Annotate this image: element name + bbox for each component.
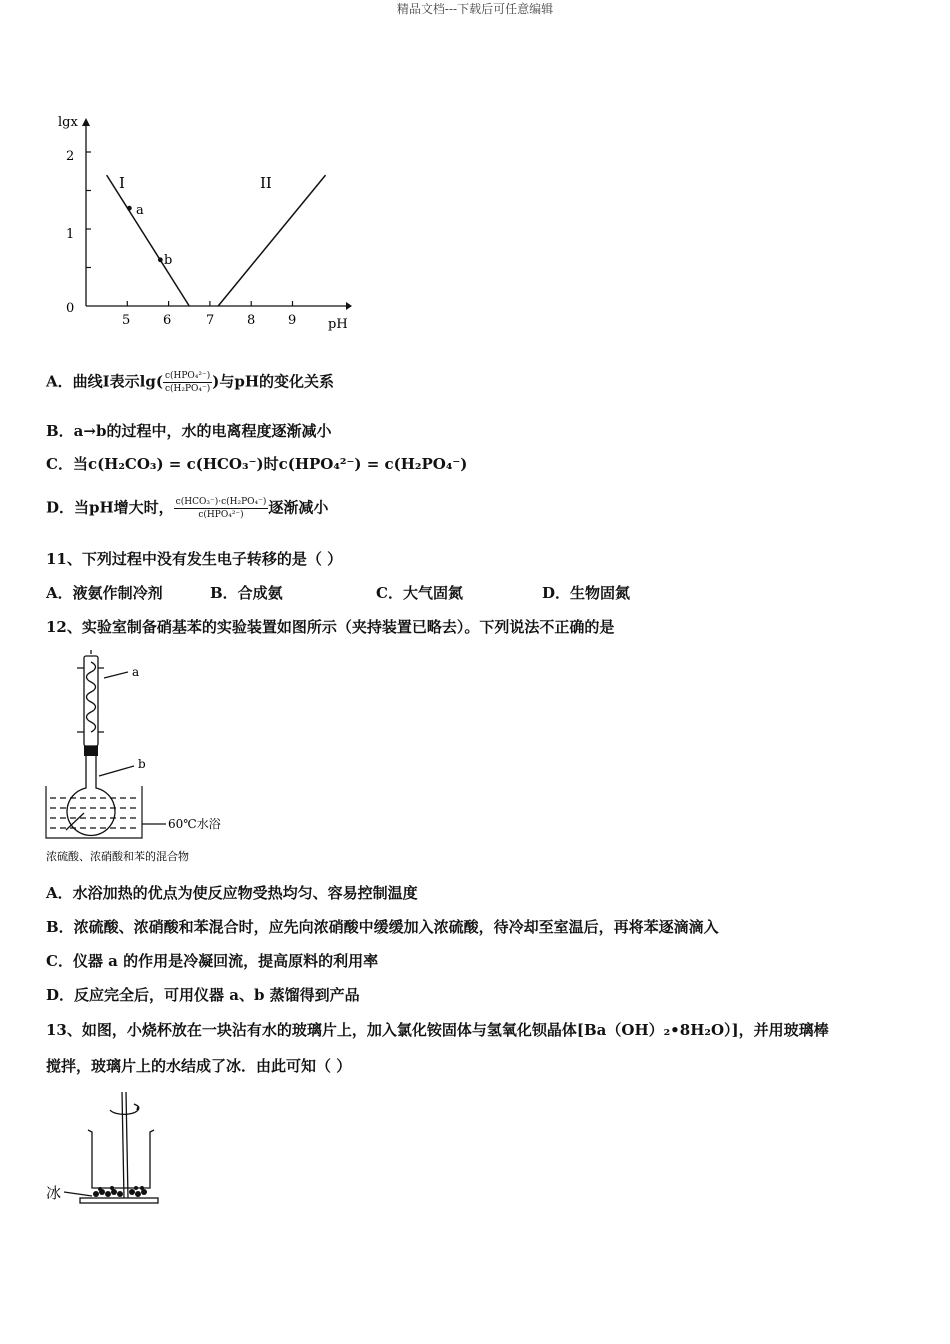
data-point-a [127,206,132,211]
q11-stem: 11、下列过程中没有发生电子转移的是（ ） [46,550,343,568]
nitrobenzene-apparatus [44,648,244,870]
y-tick-label-0: 0 [66,301,75,316]
x-tick-label-5: 5 [122,313,131,328]
q12-option-b[interactable]: B．浓硫酸、浓硝酸和苯混合时，应先向浓硝酸中缓缓加入浓硫酸，待冷却至室温后，再将苯逐滴滴入 [46,918,719,936]
y-tick-label-1: 1 [66,227,75,242]
q11-option-c[interactable]: C．大气固氮 [376,584,463,602]
q10-option-d[interactable] [46,496,328,521]
x-tick-label-8: 8 [247,313,256,328]
q10-d-denominator: c(HPO₄²⁻) [198,510,244,520]
stopper-icon [84,746,98,756]
series-line-2 [218,175,325,306]
q12-option-a[interactable]: A．水浴加热的优点为使反应物受热均匀、容易控制温度 [46,884,418,902]
q10-d-fraction [174,496,269,521]
flask-label: b [138,757,146,771]
y-axis-arrow [82,118,90,126]
data-point-b [158,257,163,262]
q10-a-fraction [163,370,212,395]
mixture-caption: 浓硫酸、浓硝酸和苯的混合物 [46,850,189,863]
q10-d-suffix: 逐渐减小 [268,498,329,517]
curve-label-2: II [260,174,272,192]
flask-icon [66,756,134,835]
q12-option-d[interactable]: D．反应完全后，可用仪器 a、b 蒸馏得到产品 [46,986,360,1004]
q10-option-b[interactable]: B．a→b的过程中，水的电离程度逐渐减小 [46,422,332,440]
q10-a-prefix: A．曲线I表示 [46,372,140,391]
q13-stem-line-1: 13、如图，小烧杯放在一块沾有水的玻璃片上，加入氯化铵固体与氢氧化钡晶体[Ba（OH）₂•8H₂O）]，并用玻璃棒 [46,1021,829,1039]
q11-options [46,582,746,602]
point-label-a: a [136,203,144,218]
q11-option-d[interactable]: D．生物固氮 [542,584,631,602]
y-axis-label: lgx [58,115,78,130]
x-tick-label-9: 9 [288,313,297,328]
lgx-ph-graph [46,112,356,334]
curve-label-1: I [119,174,125,192]
q12-option-c[interactable]: C．仪器 a 的作用是冷凝回流，提高原料的利用率 [46,952,379,970]
q10-a-numerator: c(HPO₄²⁻) [164,371,211,381]
q10-d-prefix: D．当pH增大时， [46,498,174,517]
q10-option-a[interactable] [46,370,334,395]
x-tick-label-7: 7 [206,313,215,328]
q10-a-lg: lg( [139,372,163,391]
q10-d-numerator: c(HCO₃⁻)·c(H₂PO₄⁻) [175,497,267,507]
water-bath-label: 60℃水浴 [168,817,221,831]
condenser-icon [77,650,128,746]
q10-a-denominator: c(H₂PO₄⁻) [164,384,211,394]
ice-label: 冰 [46,1184,62,1202]
q11-option-b[interactable]: B．合成氨 [210,584,283,602]
x-axis-label: pH [328,317,348,332]
y-tick-label-2: 2 [66,149,75,164]
condenser-label: a [132,665,140,679]
q13-stem-line-2: 搅拌，玻璃片上的水结成了冰．由此可知（ ） [46,1057,352,1075]
beaker-apparatus [44,1088,174,1212]
page-header: 精品文档---下载后可任意编辑 [396,2,554,16]
q12-stem: 12、实验室制备硝基苯的实验装置如图所示（夹持装置已略去）。下列说法不正确的是 [46,618,615,636]
series-line-1 [107,175,190,306]
graph-layer [82,118,352,310]
q10-option-c[interactable]: C．当c(H₂CO₃) = c(HCO₃⁻)时c(HPO₄²⁻) = c(H₂PO₄⁻) [46,455,468,473]
x-tick-label-6: 6 [163,313,172,328]
q10-a-suffix: )与pH的变化关系 [212,372,335,391]
point-label-b: b [164,253,173,268]
x-axis-arrow [346,302,352,310]
q11-option-a[interactable]: A．液氨作制冷剂 [46,584,163,602]
